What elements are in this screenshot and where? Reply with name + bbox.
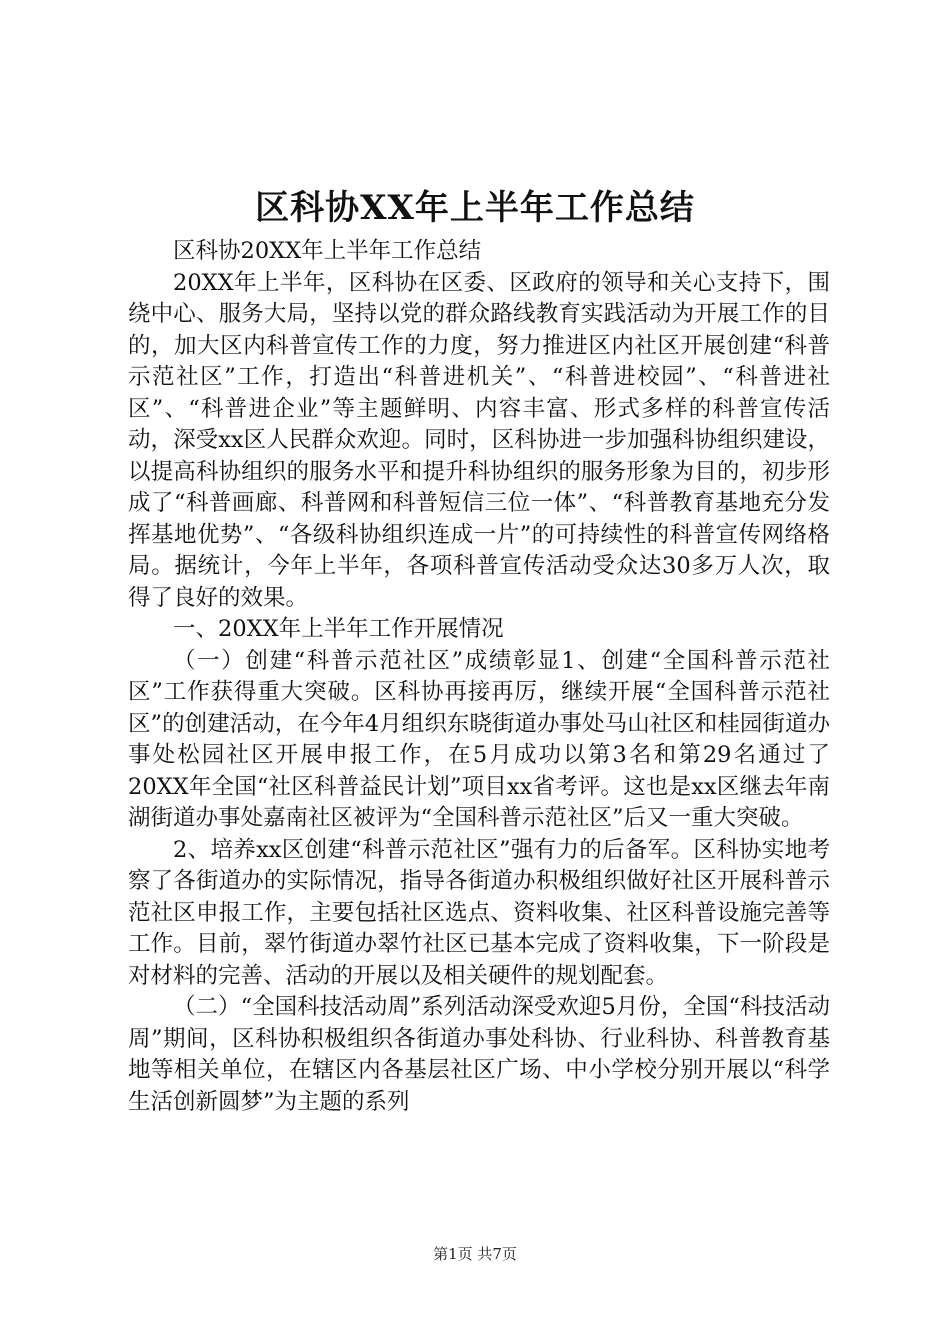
paragraph-reserve-training: 2、培养xx区创建“科普示范社区”强有力的后备军。区科协实地考察了各街道办的实际情况，指导各街道办积极组织做好社区开展科普示范社区申报工作，主要包括社区选点、资料收集、社区科普设施完善等工作。目前，翠竹街道办翠竹社区已基本完成了资料收集，下一阶段是对材料的完善、活动的开展以及相关硬件的规划配套。 — [128, 836, 830, 989]
paragraph-science-week: （二）“全国科技活动周”系列活动深受欢迎5月份，全国“科技活动周”期间，区科协积极组织各街道办事处科协、行业科协、科普教育基地等相关单位，在辖区内各基层社区广场、中小学校分别开展以“科学生活创新圆梦”为主题的系列 — [128, 994, 830, 1115]
paragraph-overview: 20XX年上半年，区科协在区委、区政府的领导和关心支持下，围绕中心、服务大局，坚持以党的群众路线教育实践活动为开展工作的目的，加大区内科普宣传工作的力度，努力推进区内社区开展创建“科普示范社区”工作，打造出“科普进机关”、“科普进校园”、“科普进社区”、“科普进企业”等主题鲜明、内容丰富、形式多样的科普宣传活动，深受xx区人民群众欢迎。同时，区科协进一步加强科协组织建设，以提高科协组织的服务水平和提升科协组织的服务形象为目的，初步形成了“科普画廊、科普网和科普短信三位一体”、“科普教育基地充分发挥基地优势”、“各级科协组织连成一片”的可持续性的科普宣传网络格局。据统计，今年上半年，各项科普宣传活动受众达30多万人次，取得了良好的效果。 — [128, 269, 830, 611]
document-body — [128, 236, 830, 1118]
page-number-footer: 第1页 共7页 — [433, 1245, 517, 1263]
paragraph-community-creation: （一）创建“科普示范社区”成绩彰显1、创建“全国科普示范社区”工作获得重大突破。区科协再接再厉，继续开展“全国科普示范社区”的创建活动，在今年4月组织东晓街道办事处马山社区和桂园街道办事处松园社区开展申报工作，在5月成功以第3名和第29名通过了20XX年全国“社区科普益民计划”项目xx省考评。这也是xx区继去年南湖街道办事处嘉南社区被评为“全国科普示范社区”后又一重大突破。 — [128, 647, 830, 831]
paragraph-section-heading: 一、20XX年上半年工作开展情况 — [173, 616, 504, 642]
document-title: 区科协XX年上半年工作总结 — [255, 188, 695, 228]
paragraph-subtitle: 区科协20XX年上半年工作总结 — [173, 238, 482, 264]
